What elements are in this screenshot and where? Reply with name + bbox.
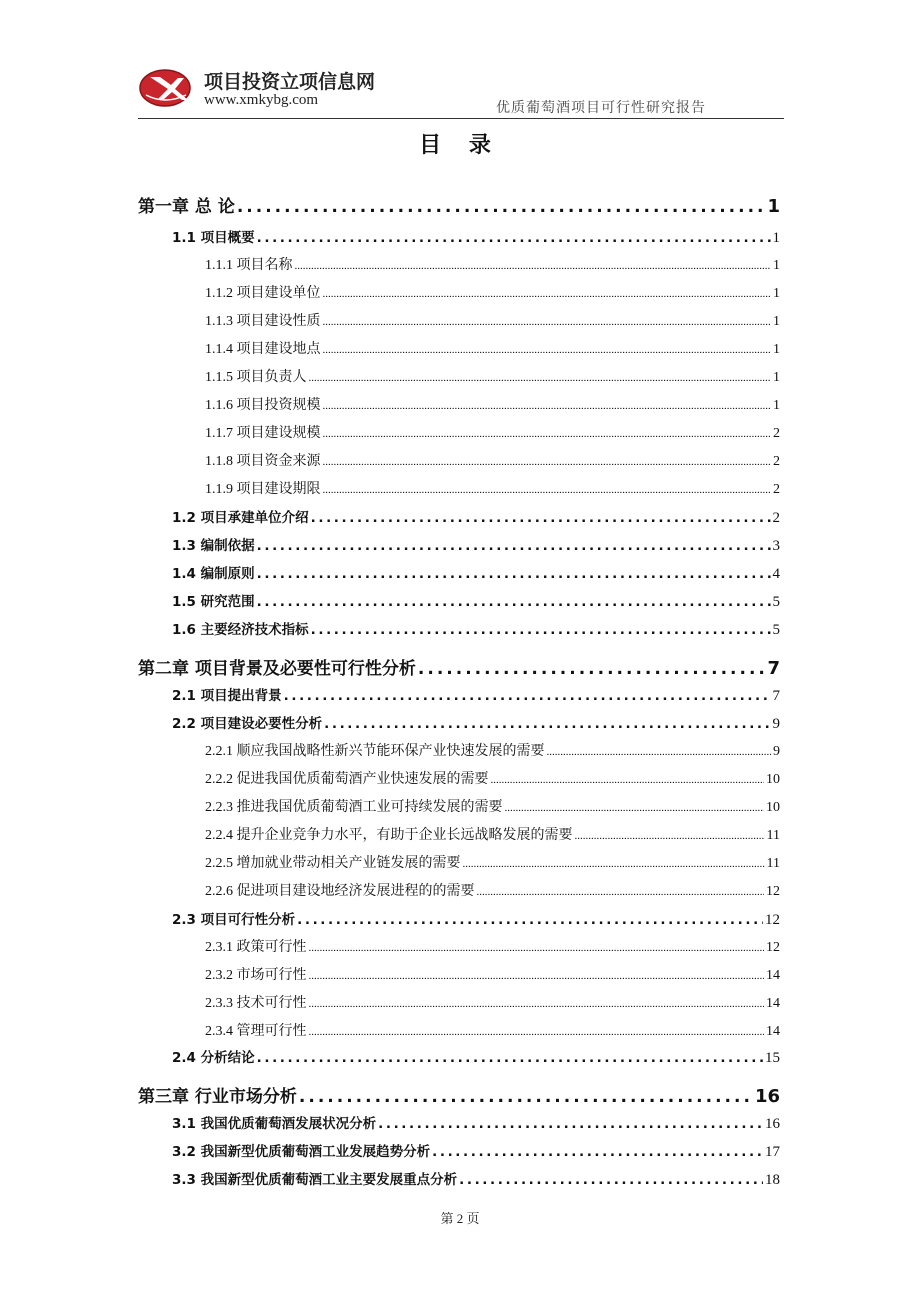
toc-entry-page: 16 bbox=[754, 1086, 780, 1107]
toc-leader-dots bbox=[297, 912, 763, 928]
toc-entry-page: 10 bbox=[766, 772, 780, 787]
toc-leader-dots bbox=[257, 594, 771, 610]
toc-leader-dots bbox=[323, 316, 772, 328]
toc-leader-dots bbox=[257, 230, 771, 246]
toc-leader-dots bbox=[257, 1050, 763, 1066]
toc-entry-title: 2.3.3 技术可行性 bbox=[205, 996, 307, 1011]
toc-entry-page: 18 bbox=[765, 1172, 780, 1188]
toc-leader-dots bbox=[309, 942, 765, 954]
toc-entry-title: 1.1.7 项目建设规模 bbox=[205, 426, 321, 441]
toc-leader-dots bbox=[547, 746, 772, 758]
toc-leader-dots bbox=[323, 288, 772, 300]
toc-leader-dots bbox=[323, 400, 772, 412]
toc-entry-page: 14 bbox=[766, 996, 780, 1011]
toc-entry-page: 1 bbox=[773, 258, 780, 273]
toc-subsection[interactable] bbox=[205, 478, 780, 498]
site-logo-icon bbox=[138, 65, 194, 109]
toc-entry-title: 2.2 项目建设必要性分析 bbox=[172, 716, 323, 732]
toc-entry-page: 15 bbox=[765, 1050, 780, 1066]
toc-subsection[interactable] bbox=[205, 964, 780, 984]
toc-leader-dots bbox=[505, 802, 765, 814]
site-url: www.xmkybg.com bbox=[204, 92, 319, 108]
toc-subsection[interactable] bbox=[205, 992, 780, 1012]
toc-leader-dots bbox=[257, 538, 771, 554]
toc-leader-dots bbox=[311, 510, 771, 526]
toc-entry-title: 第三章 行业市场分析 bbox=[138, 1087, 297, 1107]
toc-entry-page: 12 bbox=[766, 884, 780, 899]
toc-leader-dots bbox=[309, 1026, 765, 1038]
toc-leader-dots bbox=[324, 716, 770, 732]
toc-section[interactable] bbox=[172, 1046, 780, 1067]
toc-entry-title: 1.1.4 项目建设地点 bbox=[205, 342, 321, 357]
toc-subsection[interactable] bbox=[205, 936, 780, 956]
toc-subsection[interactable] bbox=[205, 768, 780, 788]
toc-entry-page: 14 bbox=[766, 968, 780, 983]
toc-entry-title: 3.2 我国新型优质葡萄酒工业发展趋势分析 bbox=[172, 1144, 431, 1160]
toc-leader-dots bbox=[309, 372, 772, 384]
toc-section[interactable] bbox=[172, 226, 780, 247]
toc-entry-title: 2.2.5 增加就业带动相关产业链发展的需要 bbox=[205, 856, 461, 871]
toc-subsection[interactable] bbox=[205, 824, 780, 844]
toc-entry-title: 1.1.2 项目建设单位 bbox=[205, 286, 321, 301]
toc-entry-page: 11 bbox=[766, 856, 780, 871]
toc-entry-page: 2 bbox=[772, 510, 780, 526]
toc-entry-page: 1 bbox=[773, 342, 780, 357]
toc-entry-title: 第二章 项目背景及必要性可行性分析 bbox=[138, 659, 416, 679]
toc-entry-title: 2.2.4 提升企业竞争力水平，有助于企业长远战略发展的需要 bbox=[205, 828, 573, 843]
toc-entry-page: 1 bbox=[773, 286, 780, 301]
toc-entry-page: 1 bbox=[767, 196, 780, 217]
toc-entry-title: 1.1.8 项目资金来源 bbox=[205, 454, 321, 469]
toc-entry-title: 第一章 总 论 bbox=[138, 197, 235, 217]
toc-entry-page: 10 bbox=[766, 800, 780, 815]
toc-entry-page: 2 bbox=[773, 454, 780, 469]
toc-entry-title: 1.3 编制依据 bbox=[172, 538, 255, 554]
toc-section[interactable] bbox=[172, 908, 780, 929]
toc-entry-title: 2.2.6 促进项目建设地经济发展进程的的需要 bbox=[205, 884, 475, 899]
toc-leader-dots bbox=[309, 998, 765, 1010]
page-title: 目 录 bbox=[419, 133, 501, 158]
toc-leader-dots bbox=[418, 659, 766, 679]
toc-entry-page: 14 bbox=[766, 1024, 780, 1039]
toc-leader-dots bbox=[575, 830, 765, 842]
toc-entry-title: 2.1 项目提出背景 bbox=[172, 688, 282, 704]
toc-entry-title: 2.2.3 推进我国优质葡萄酒工业可持续发展的需要 bbox=[205, 800, 503, 815]
toc-subsection[interactable] bbox=[205, 394, 780, 414]
toc-entry-title: 3.1 我国优质葡萄酒发展状况分析 bbox=[172, 1116, 377, 1132]
toc-entry-title: 3.3 我国新型优质葡萄酒工业主要发展重点分析 bbox=[172, 1172, 458, 1188]
toc-entry-page: 5 bbox=[772, 594, 780, 610]
toc-subsection[interactable] bbox=[205, 740, 780, 760]
toc-entry-title: 1.1 项目概要 bbox=[172, 230, 255, 246]
toc-entry-page: 7 bbox=[767, 658, 780, 679]
toc-entry-title: 1.1.5 项目负责人 bbox=[205, 370, 307, 385]
toc-entry-title: 1.1.9 项目建设期限 bbox=[205, 482, 321, 497]
page-header bbox=[138, 62, 784, 120]
toc-entry-page: 1 bbox=[773, 398, 780, 413]
toc-entry-title: 2.2.1 顺应我国战略性新兴节能环保产业快速发展的需要 bbox=[205, 744, 545, 759]
toc-entry-page: 2 bbox=[773, 482, 780, 497]
toc-entry-page: 7 bbox=[772, 688, 780, 704]
toc-subsection[interactable] bbox=[205, 450, 780, 470]
toc-entry-page: 2 bbox=[773, 426, 780, 441]
toc-leader-dots bbox=[237, 197, 766, 217]
toc-section[interactable] bbox=[172, 506, 780, 527]
toc-leader-dots bbox=[311, 622, 771, 638]
toc-entry-page: 4 bbox=[772, 566, 780, 582]
toc-leader-dots bbox=[299, 1087, 753, 1107]
toc-entry-title: 2.4 分析结论 bbox=[172, 1050, 255, 1066]
toc-chapter[interactable] bbox=[138, 192, 780, 217]
toc-subsection[interactable] bbox=[205, 310, 780, 330]
toc-section[interactable] bbox=[172, 1112, 780, 1133]
toc-subsection[interactable] bbox=[205, 366, 780, 386]
toc-leader-dots bbox=[378, 1116, 763, 1132]
toc-entry-title: 1.1.1 项目名称 bbox=[205, 258, 293, 273]
toc-leader-dots bbox=[323, 428, 772, 440]
toc-section[interactable] bbox=[172, 1140, 780, 1161]
toc-entry-title: 1.2 项目承建单位介绍 bbox=[172, 510, 309, 526]
toc-leader-dots bbox=[323, 484, 772, 496]
toc-section[interactable] bbox=[172, 590, 780, 611]
toc-entry-title: 1.1.3 项目建设性质 bbox=[205, 314, 321, 329]
toc-entry-title: 2.3 项目可行性分析 bbox=[172, 912, 296, 928]
toc-chapter[interactable] bbox=[138, 1082, 780, 1107]
toc-entry-page: 11 bbox=[766, 828, 780, 843]
toc-entry-title: 2.3.4 管理可行性 bbox=[205, 1024, 307, 1039]
toc-entry-page: 1 bbox=[772, 230, 780, 246]
toc-subsection[interactable] bbox=[205, 796, 780, 816]
toc-section[interactable] bbox=[172, 534, 780, 555]
toc-entry-page: 17 bbox=[765, 1144, 780, 1160]
toc-entry-title: 2.3.1 政策可行性 bbox=[205, 940, 307, 955]
toc-entry-title: 1.1.6 项目投资规模 bbox=[205, 398, 321, 413]
toc-entry-page: 12 bbox=[766, 940, 780, 955]
toc-subsection[interactable] bbox=[205, 852, 780, 872]
toc-section[interactable] bbox=[172, 562, 780, 583]
site-logo-text: 项目投资立项信息网 bbox=[204, 71, 376, 93]
report-title: 优质葡萄酒项目可行性研究报告 bbox=[496, 100, 706, 116]
toc-subsection[interactable] bbox=[205, 282, 780, 302]
toc-entry-page: 12 bbox=[765, 912, 780, 928]
toc-entry-page: 16 bbox=[765, 1116, 780, 1132]
toc-entry-title: 2.2.2 促进我国优质葡萄酒产业快速发展的需要 bbox=[205, 772, 489, 787]
toc-entry-title: 1.6 主要经济技术指标 bbox=[172, 622, 309, 638]
toc-subsection[interactable] bbox=[205, 1020, 780, 1040]
toc-subsection[interactable] bbox=[205, 338, 780, 358]
toc-section[interactable] bbox=[172, 684, 780, 705]
toc-chapter[interactable] bbox=[138, 654, 780, 679]
toc-entry-title: 2.3.2 市场可行性 bbox=[205, 968, 307, 983]
toc-entry-page: 1 bbox=[773, 314, 780, 329]
page-number: 第 2 页 bbox=[440, 1211, 480, 1226]
toc-entry-page: 3 bbox=[772, 538, 780, 554]
toc-entry-title: 1.5 研究范围 bbox=[172, 594, 255, 610]
toc-leader-dots bbox=[284, 688, 771, 704]
toc-subsection[interactable] bbox=[205, 254, 780, 274]
toc-entry-title: 1.4 编制原则 bbox=[172, 566, 255, 582]
toc-leader-dots bbox=[432, 1144, 763, 1160]
toc-leader-dots bbox=[323, 344, 772, 356]
toc-leader-dots bbox=[257, 566, 771, 582]
header-divider bbox=[138, 118, 784, 119]
toc-leader-dots bbox=[295, 260, 772, 272]
toc-leader-dots bbox=[463, 858, 765, 870]
toc-entry-page: 9 bbox=[772, 716, 780, 732]
toc-section[interactable] bbox=[172, 1168, 780, 1189]
toc-leader-dots bbox=[323, 456, 772, 468]
toc-entry-page: 1 bbox=[773, 370, 780, 385]
toc-subsection[interactable] bbox=[205, 422, 780, 442]
toc-leader-dots bbox=[309, 970, 765, 982]
toc-section[interactable] bbox=[172, 618, 780, 639]
toc-leader-dots bbox=[459, 1172, 763, 1188]
toc-subsection[interactable] bbox=[205, 880, 780, 900]
toc-entry-page: 9 bbox=[773, 744, 780, 759]
toc-section[interactable] bbox=[172, 712, 780, 733]
toc-leader-dots bbox=[477, 886, 765, 898]
toc-leader-dots bbox=[491, 774, 765, 786]
toc-entry-page: 5 bbox=[772, 622, 780, 638]
